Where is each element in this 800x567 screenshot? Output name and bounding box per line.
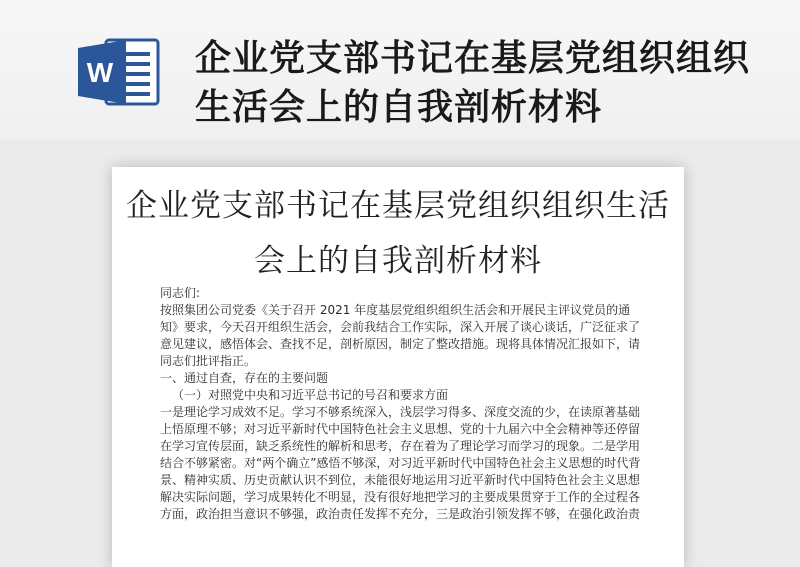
section-heading: 一、通过自查，存在的主要问题 bbox=[160, 371, 329, 385]
document-body bbox=[160, 285, 648, 523]
word-icon-letter: W bbox=[86, 57, 114, 88]
intro-paragraph: 按照集团公司党委《关于召开 2021 年度基层党组织组织生活会和开展民主评议党员的通知》要求，今天召开组织生活会，会前我结合工作实际，深入开展了谈心谈话，广泛征求了意见建议，感悟体会、查找不足，剖析原因，制定了整改措施。现将具体情况汇报如下，请同志们批评指正。 bbox=[160, 303, 641, 368]
banner-title: 企业党支部书记在基层党组织组织生活会上的自我剖析材料 bbox=[195, 38, 751, 128]
subsection-heading: （一）对照党中央和习近平总书记的号召和要求方面 bbox=[172, 388, 449, 402]
document-title: 企业党支部书记在基层党组织组织生活会上的自我剖析材料 bbox=[126, 188, 670, 279]
word-document-icon bbox=[76, 36, 164, 108]
body-paragraph: 一是理论学习成效不足。学习不够系统深入，浅层学习得多、深度交流的少，在读原著基础上悟原理不够；对习近平新时代中国特色社会主义思想、党的十九届六中全会精神等还停留在学习宣传层面，缺乏系统性的解析和思考，存在着为了理论学习而学习的现象。二是学用结合不够紧密。对“两个确立”感悟不够深，对习近平新时代中国特色社会主义思想的时代背景、精神实质、历史贡献认识不到位，未能很好地运用习近平新时代中国特色社会主义思想解决实际问题，学习成果转化不明显，没有很好地把学习的主要成果贯穿于工作的全过程各方面，政治担当意识不够强，政治责任发挥不充分，三是政治引领发挥不够，在强化政治责 bbox=[160, 405, 641, 521]
banner bbox=[0, 0, 800, 140]
salutation: 同志们: bbox=[160, 286, 201, 300]
document-page bbox=[112, 167, 684, 567]
